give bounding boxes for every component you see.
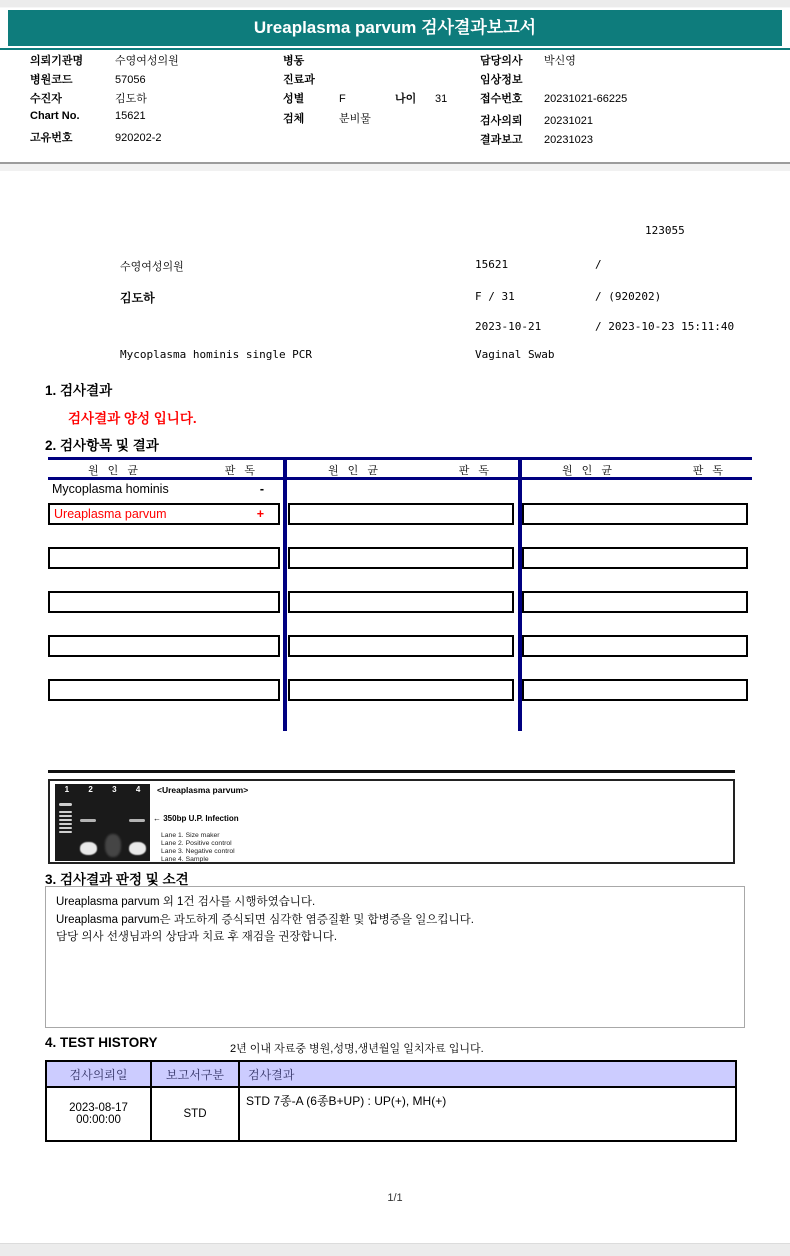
history-header-report-type: 보고서구분 xyxy=(151,1061,239,1087)
ladder-band xyxy=(59,811,72,813)
positive-control-band xyxy=(80,819,96,822)
gel-band-label: ← 350bp U.P. Infection xyxy=(153,814,239,823)
info-row xyxy=(30,110,146,128)
report-title-banner: Ureaplasma parvum 검사결과보고서 xyxy=(8,10,782,46)
window-top-strip xyxy=(0,0,790,8)
empty-result-box xyxy=(288,503,514,525)
field-value: F xyxy=(339,93,346,105)
column-header xyxy=(288,462,514,478)
gel-electrophoresis-image xyxy=(55,784,150,861)
doc-birth: / (920202) xyxy=(595,290,662,303)
history-request-time: 00:00:00 xyxy=(76,1114,121,1126)
empty-result-box xyxy=(288,591,514,613)
banner-underline xyxy=(0,48,790,50)
empty-result-box xyxy=(48,679,280,701)
doc-request-date: 2023-10-21 xyxy=(475,320,542,333)
info-row xyxy=(283,110,371,128)
field-label: 결과보고 xyxy=(480,134,523,146)
info-row xyxy=(30,52,179,70)
empty-result-box xyxy=(288,679,514,701)
negative-control-smear xyxy=(105,834,121,857)
info-row xyxy=(30,129,162,147)
organism-header: 원 인 균 xyxy=(88,465,141,477)
ladder-band xyxy=(59,823,72,825)
empty-result-box xyxy=(48,547,280,569)
empty-result-box xyxy=(522,679,748,701)
field-label: 나이 xyxy=(395,93,417,105)
doc-report-datetime: / 2023-10-23 15:11:40 xyxy=(595,320,735,333)
section3-title: 3. 검사결과 판정 및 소견 xyxy=(45,872,189,887)
gel-lane-numbers xyxy=(55,785,150,794)
field-label: Chart No. xyxy=(30,110,80,122)
legend-line: Lane 2. Positive control xyxy=(161,840,232,847)
field-value: 920202-2 xyxy=(115,132,162,144)
gel-title: <Ureaplasma parvum> xyxy=(157,785,249,795)
field-value: 57056 xyxy=(115,74,146,86)
field-label: 의뢰기관명 xyxy=(30,55,84,67)
field-label: 성별 xyxy=(283,93,305,105)
field-value: 수영여성의원 xyxy=(115,55,179,67)
history-request-date: 2023-08-17 xyxy=(69,1102,128,1114)
doc-patient-name: 김도하 xyxy=(120,291,155,305)
lane-number: 3 xyxy=(112,785,117,794)
results-table xyxy=(48,457,752,731)
field-value: 20231021 xyxy=(544,115,593,127)
info-row xyxy=(283,90,447,108)
field-value: 20231023 xyxy=(544,134,593,146)
doc-hospital: 수영여성의원 xyxy=(120,260,184,273)
gel-figure xyxy=(48,779,735,864)
info-row xyxy=(480,131,593,149)
info-row xyxy=(480,112,593,130)
field-value: 분비물 xyxy=(339,113,371,125)
comment-line: Ureaplasma parvum은 과도하게 증식되면 심각한 염증질환 및 합병증을 일으킵니다. xyxy=(56,913,474,926)
lane-number: 4 xyxy=(135,785,141,794)
empty-result-box xyxy=(48,591,280,613)
doc-slash: / xyxy=(595,258,602,271)
empty-result-box xyxy=(288,635,514,657)
ladder-band xyxy=(59,827,72,829)
doc-specimen: Vaginal Swab xyxy=(475,348,555,361)
legend-line: Lane 1. Size maker xyxy=(161,832,220,839)
history-request-datetime xyxy=(46,1087,151,1141)
ladder-band xyxy=(59,815,72,817)
history-result: STD 7종-A (6종B+UP) : UP(+), MH(+) xyxy=(239,1087,736,1141)
column-header xyxy=(522,462,748,478)
history-caption: 2년 이내 자료중 병원,성명,생년월일 일치자료 입니다. xyxy=(230,1043,484,1055)
reading-header: 판 독 xyxy=(224,465,258,477)
section1-title: 1. 검사결과 xyxy=(45,383,113,398)
lane-number: 2 xyxy=(88,785,93,794)
field-value: 김도하 xyxy=(115,93,147,105)
primer-dimer-blob xyxy=(129,842,146,855)
test-history-table xyxy=(45,1060,737,1142)
info-row xyxy=(283,52,339,70)
header-divider-band xyxy=(0,164,790,171)
lane-number: 1 xyxy=(64,785,70,794)
field-label: 수진자 xyxy=(30,93,62,105)
sample-band xyxy=(129,819,145,822)
empty-result-box xyxy=(522,547,748,569)
field-value: 박신영 xyxy=(544,55,576,67)
history-header-request-date: 검사의뢰일 xyxy=(46,1061,151,1087)
info-row xyxy=(30,90,147,108)
info-row xyxy=(30,71,146,89)
empty-result-box xyxy=(522,635,748,657)
comment-line: 담당 의사 선생님과의 상담과 치료 후 재검을 권장합니다. xyxy=(56,931,338,943)
info-row xyxy=(283,71,339,89)
page-number: 1/1 xyxy=(387,1192,403,1204)
empty-result-box xyxy=(48,635,280,657)
window-bottom-strip xyxy=(0,1243,790,1256)
reading-header: 판 독 xyxy=(692,465,726,477)
history-header-result: 검사결과 xyxy=(239,1061,736,1087)
field-label: 검체 xyxy=(283,113,305,125)
results-column-2 xyxy=(288,457,514,731)
empty-result-box xyxy=(522,591,748,613)
organism-header: 원 인 균 xyxy=(562,465,615,477)
empty-result-box xyxy=(522,503,748,525)
history-report-type: STD xyxy=(151,1087,239,1141)
field-label: 고유번호 xyxy=(30,132,73,144)
gel-legend xyxy=(161,832,235,864)
field-value: 15621 xyxy=(115,110,146,122)
info-row xyxy=(480,90,627,108)
field-label: 병원코드 xyxy=(30,74,73,86)
ladder-band xyxy=(59,831,72,833)
field-value: 20231021-66225 xyxy=(544,93,628,105)
organism-name: Mycoplasma hominis xyxy=(52,482,169,496)
info-row xyxy=(480,52,576,70)
section2-title: 2. 검사항목 및 결과 xyxy=(45,438,159,453)
doc-test-name: Mycoplasma hominis single PCR xyxy=(120,348,313,361)
organism-header: 원 인 균 xyxy=(328,465,381,477)
field-value: 31 xyxy=(435,93,448,105)
doc-sex-age: F / 31 xyxy=(475,290,515,303)
history-row xyxy=(46,1087,736,1141)
comment-line: Ureaplasma parvum 외 1건 검사를 시행하였습니다. xyxy=(56,896,316,908)
results-column-1 xyxy=(48,457,280,731)
organism-name: Ureaplasma parvum xyxy=(54,507,167,521)
legend-line: Lane 4. Sample xyxy=(161,856,209,863)
column-header xyxy=(48,462,280,478)
field-label: 병동 xyxy=(283,55,305,67)
positive-result-text: 검사결과 양성 입니다. xyxy=(68,411,197,426)
field-label: 담당의사 xyxy=(480,55,523,67)
reading-header: 판 독 xyxy=(458,465,492,477)
section4-title: 4. TEST HISTORY xyxy=(45,1035,158,1050)
ladder-band xyxy=(59,819,72,821)
reading-value: + xyxy=(256,507,264,521)
ladder-band xyxy=(59,803,72,806)
doc-chart-no: 15621 xyxy=(475,258,509,271)
info-row xyxy=(480,71,544,89)
field-label: 접수번호 xyxy=(480,93,523,105)
primer-dimer-blob xyxy=(80,842,97,855)
field-label: 임상정보 xyxy=(480,74,523,86)
reading-value: - xyxy=(259,482,264,496)
ref-number: 123055 xyxy=(645,224,685,237)
results-column-3 xyxy=(522,457,748,731)
table-vertical-rule xyxy=(283,457,287,731)
result-row xyxy=(48,482,280,496)
history-header-row xyxy=(46,1061,736,1087)
field-label: 진료과 xyxy=(283,74,315,86)
result-row xyxy=(48,503,280,525)
legend-line: Lane 3. Negative control xyxy=(161,848,235,855)
gel-separator-rule xyxy=(48,770,735,773)
empty-result-box xyxy=(288,547,514,569)
field-label: 검사의뢰 xyxy=(480,115,523,127)
comment-box xyxy=(45,886,745,1028)
